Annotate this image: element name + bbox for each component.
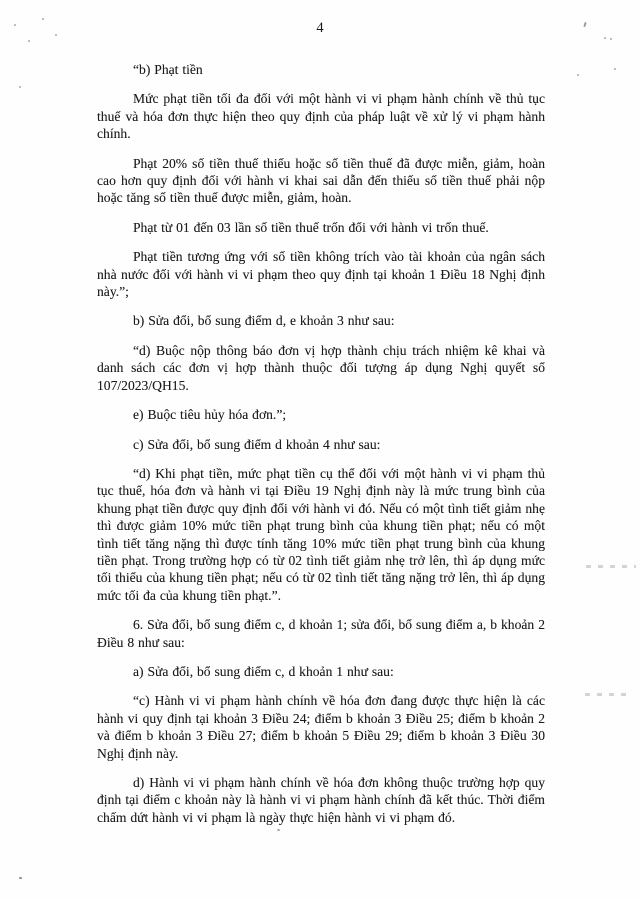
scan-speck bbox=[42, 18, 44, 20]
scan-speck bbox=[604, 37, 606, 39]
scan-speck bbox=[19, 86, 21, 88]
paragraph-d-buoc-nop: “d) Buộc nộp thông báo đơn vị hợp thành chịu trách nhiệm kê khai và danh sách các đơn vị hợp thành thuộc đối tượng áp dụng Nghị quyết số 107/2023/QH15. bbox=[97, 342, 545, 393]
scan-speck bbox=[55, 34, 57, 36]
paragraph-phat-tuong-ung: Phạt tiền tương ứng với số tiền không trích vào tài khoản của ngân sách nhà nước đối với hành vi vi phạm theo quy định tại khoản 1 Điều 18 Nghị định này.”; bbox=[97, 249, 545, 300]
paragraph-c-sua-doi-khoan-4: c) Sửa đổi, bổ sung điểm d khoản 4 như sau: bbox=[133, 436, 381, 452]
scan-smudge bbox=[586, 565, 636, 568]
paragraph-muc-phat-toi-da: Mức phạt tiền tối đa đối với một hành vi vi phạm hành chính về thủ tục thuế và hóa đơn thực hiện theo quy định của pháp luật về xử lý vi phạm hành chính. bbox=[97, 91, 545, 142]
paragraph-d-hanh-vi-ket-thuc: d) Hành vi vi phạm hành chính về hóa đơn không thuộc trường hợp quy định tại điểm c khoản này là hành vi vi phạm hành chính đã kết thúc. Thời điểm chấm dứt hành vi vi phạm là ngày thực hiện hành vi vi phạm đó. bbox=[97, 775, 545, 825]
paragraph-phat-01-den-03: Phạt từ 01 đến 03 lần số tiền thuế trốn đối với hành vi trốn thuế. bbox=[133, 219, 489, 235]
scan-speck bbox=[19, 877, 22, 879]
scan-speck bbox=[610, 38, 612, 40]
scan-speck bbox=[14, 24, 16, 26]
page-number: 4 bbox=[316, 20, 324, 36]
document-body bbox=[97, 61, 545, 838]
paragraph-e-buoc-tieu-huy: e) Buộc tiêu hủy hóa đơn.”; bbox=[133, 407, 287, 423]
paragraph-b-phat-tien: “b) Phạt tiền bbox=[133, 62, 203, 77]
scan-speck bbox=[277, 829, 280, 831]
scan-smudge bbox=[585, 693, 633, 696]
paragraph-d-khi-phat-tien: “d) Khi phạt tiền, mức phạt tiền cụ thể đối với một hành vi vi phạm thủ tục thuế, hóa đơn và hành vi tại Điều 19 Nghị định này là mức trung bình của khung phạt tiền được quy định đối với hành vi đó. Nếu có một tình tiết giảm nhẹ thì được giảm 10% mức tiền phạt trung bình của khung tiền phạt; nếu có một tình tiết tăng nặng thì được tính tăng 10% mức tiền phạt trung bình của khung tiền phạt. Trong trường hợp có từ 02 tình tiết giảm nhẹ trở lên, thì áp dụng mức tối thiểu của khung tiền phạt; nếu có từ 02 tình tiết tăng nặng trở lên, thì áp dụng mức tối đa của khung tiền phạt.”. bbox=[97, 465, 545, 603]
scan-speck bbox=[614, 68, 616, 70]
paragraph-a-sua-doi-khoan-1: a) Sửa đổi, bổ sung điểm c, d khoản 1 như sau: bbox=[133, 663, 394, 679]
scan-speck bbox=[577, 74, 579, 76]
scan-speck bbox=[28, 40, 30, 42]
paragraph-6-sua-doi-dieu-8: 6. Sửa đổi, bổ sung điểm c, d khoản 1; sửa đổi, bổ sung điểm a, b khoản 2 Điều 8 như sau: bbox=[97, 617, 545, 650]
paragraph-c-hanh-vi-dang: “c) Hành vi vi phạm hành chính về hóa đơn đang được thực hiện là các hành vi quy định tại khoản 3 Điều 24; điểm b khoản 3 Điều 25; điểm b khoản 2 và điểm b khoản 3 Điều 27; điểm b khoản 5 Điều 29; điểm b khoản 3 Điều 30 Nghị định này. bbox=[97, 693, 545, 761]
paragraph-b-sua-doi-khoan-3: b) Sửa đổi, bổ sung điểm d, e khoản 3 như sau: bbox=[133, 313, 395, 329]
paragraph-phat-20-phan-tram: Phạt 20% số tiền thuế thiếu hoặc số tiền thuế đã được miễn, giảm, hoàn cao hơn quy định đối với hành vi khai sai dẫn đến thiếu số tiền thuế phải nộp hoặc tăng số tiền thuế được miễn, giảm, hoàn. bbox=[97, 155, 545, 206]
